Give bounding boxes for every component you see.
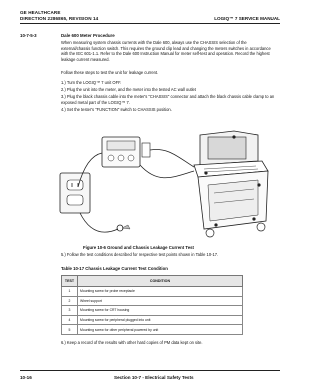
step-6: 6.) Keep a record of the results with other hard copies of PM data kept on site.: [61, 340, 203, 345]
step-4: 4.) Set the tester's "FUNCTION" switch to CHASSIS position.: [61, 107, 172, 112]
section-number: 10-7-5-3: [20, 33, 37, 38]
leakage-test-figure: [58, 125, 276, 242]
table-row: [62, 306, 243, 316]
ground-clip-lead: [80, 213, 130, 232]
test-condition: Mounting screw for CRT housing: [78, 306, 243, 316]
safety-analyzer-meter: [102, 137, 150, 167]
test-number: 1: [62, 287, 78, 297]
wall-outlet: [60, 173, 90, 213]
figure-caption: Figure 10-6 Ground and Chassis Leakage Current Test: [83, 245, 194, 250]
manual-title: LOGIQ™ 7 SERVICE MANUAL: [214, 16, 280, 21]
step-1: 1.) Turn the LOGIQ™ 7 unit OFF.: [61, 80, 122, 85]
page-number: 10-16: [20, 375, 32, 380]
test-number: 3: [62, 306, 78, 316]
table-row: [62, 325, 243, 335]
intro-paragraph: When measuring system chassis currents with the Dale 600, always use the CHASSIS selection of the external/chassis function switch. This requires the ground clip lead and changing the meters switches in accordance with the IEC 601-1.1. Refer to the Dale 600 Instruction Manual for meter self-test and operation. Record the highest leakage current measured.: [61, 40, 271, 62]
step-2: 2.) Plug the unit into the meter, and the meter into the tested AC wall outlet: [61, 87, 196, 92]
test-number: 5: [62, 325, 78, 335]
table-row: [62, 287, 243, 297]
footer-section: Section 10-7 - Electrical Safety Tests: [114, 375, 194, 380]
test-condition: Mounting screw for probe receptacle: [78, 287, 243, 297]
company-name: GE HEALTHCARE: [20, 10, 61, 15]
table-row: [62, 296, 243, 306]
table-row: [62, 315, 243, 325]
running-header-left: [20, 10, 98, 22]
test-condition: Mounting screw for peripheral plugged into unit: [78, 315, 243, 325]
test-number: 4: [62, 315, 78, 325]
column-header-test: TEST: [62, 276, 78, 287]
test-condition: Mounting screw for other peripheral powered by unit: [78, 325, 243, 335]
step-5: 5.) Follow the test conditions described for respective test points shown in Table 10-17.: [61, 252, 219, 257]
step-3: 3.) Plug the black chassis cable into the meter's "CHASSIS" connector and attach the black chassis cable clamp to an exposed metal part of the LOGIQ™ 7.: [61, 94, 275, 105]
follow-text: Follow these steps to test the unit for leakage current.: [61, 70, 159, 75]
leakage-condition-table: [61, 275, 243, 335]
column-header-condition: CONDITION: [78, 276, 243, 287]
table-title: Table 10-17 Chassis Leakage Current Test Condition: [61, 266, 168, 271]
direction-revision: DIRECTION 2286865, REVISION 14: [20, 16, 99, 21]
section-title: Dale 600 Meter Procedure: [61, 33, 115, 38]
footer-rule: [20, 370, 280, 371]
test-number: 2: [62, 296, 78, 306]
ultrasound-console: [194, 131, 268, 237]
header-rule: [20, 23, 280, 24]
table-header-row: [62, 276, 243, 287]
test-condition: Wheel support: [78, 296, 243, 306]
